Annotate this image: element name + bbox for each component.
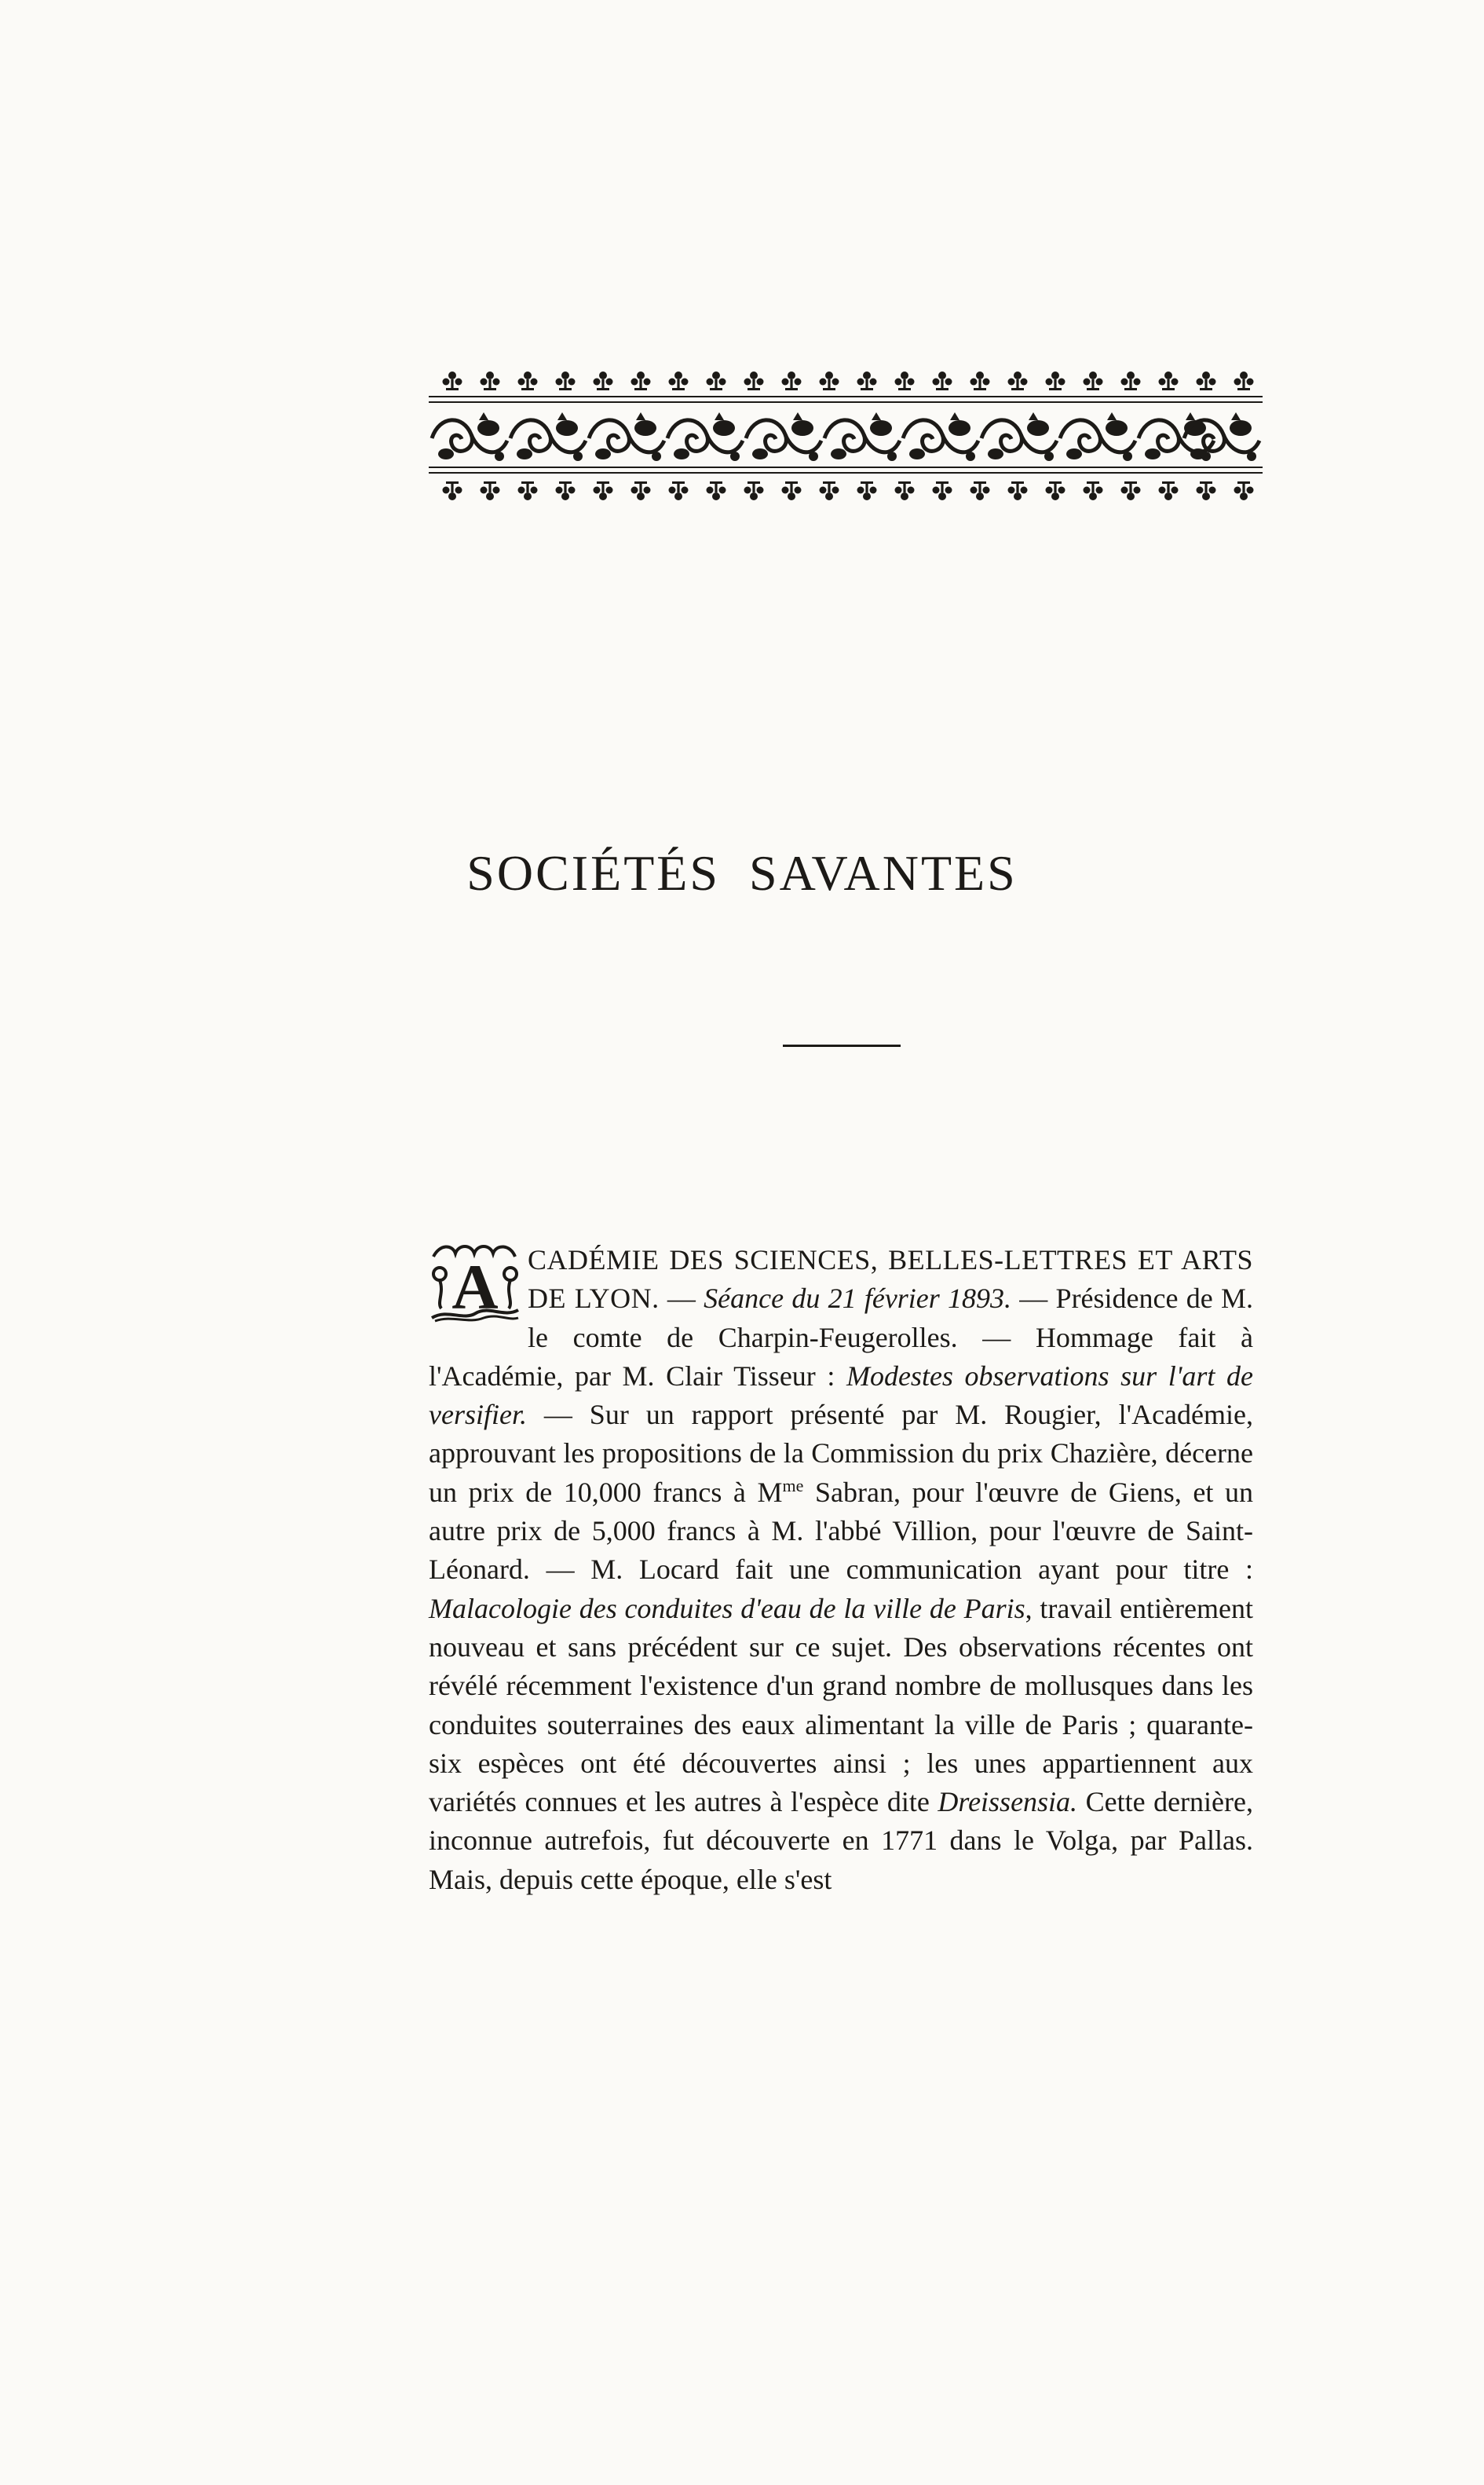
work-title: Modestes observations sur l'art de versifier.: [429, 1360, 1253, 1431]
page-title: SOCIÉTÉS SAVANTES: [466, 845, 1018, 901]
body-paragraph: A CADÉMIE DES SCIENCES, BELLES-LETTRES ET ARTS DE LYON. — Séance du 21 février 1893. — Présidence de M. le comte de Charpin-Feugerolles. — Hommage fait à l'Académie, par M. Clair Tisseur : Modestes observations sur l'art de versifier. — Sur un rapport présenté par M. Rougier, l'Académie, approuvant les propositions de la Commission du prix Chazière, décerne un prix de 10,000 francs à $M^{me}$ Sabran, pour l'œuvre de Giens, et un autre prix de 5,000 francs à M. l'abbé Villion, pour l'œuvre de Saint-Léonard. — M. Locard fait une communication ayant pour titre : Malacologie des conduites d'eau de la ville de Paris, travail entièrement nouveau et sans précédent sur ce sujet. Des observations récentes ont révélé récemment l'existence d'un grand nombre de mollusques dans les conduites souterraines des eaux alimentant la ville de Paris ; quarante-six espèces ont été découvertes ainsi ; les unes appartiennent aux variétés connues et les autres à l'espèce dite Dreissensia. Cette dernière, inconnue autrefois, fut découverte en 1771 dans le Volga, par Pallas. Mais, depuis cette époque, elle s'est: [429, 1244, 1254, 1895]
ornamental-headpiece: [429, 365, 1263, 514]
svg-text:A: A: [451, 1251, 499, 1323]
title-rule: [783, 1045, 901, 1047]
communication-title: Malacologie des conduites d'eau de la ville de Paris: [429, 1592, 1025, 1624]
seance-date: Séance du 21 février 1893.: [704, 1283, 1012, 1315]
dropcap-a-icon: [429, 1242, 521, 1324]
society-heading: CADÉMIE DES SCIENCES, BELLES-LETTRES ET ARTS DE LYON.: [528, 1244, 1253, 1315]
mme-superscript: me: [782, 1475, 804, 1495]
species-name: Dreissensia.: [938, 1786, 1078, 1818]
